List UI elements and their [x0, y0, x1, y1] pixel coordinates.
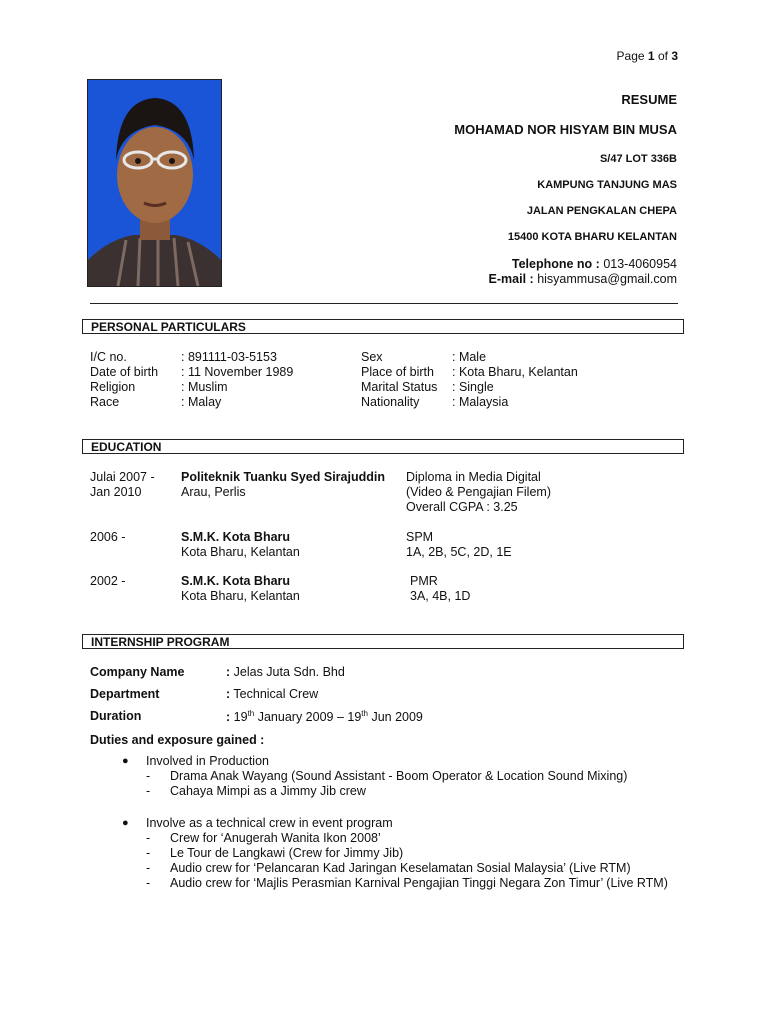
department-row: : Technical Crew	[226, 687, 319, 701]
page-total: 3	[671, 49, 678, 63]
duty-1-item-2: Cahaya Mimpi as a Jimmy Jib crew	[170, 784, 366, 798]
edu-2-school	[181, 530, 300, 560]
personal-right-values	[452, 350, 578, 410]
duty-1-item-1: Drama Anak Wayang (Sound Assistant - Boom Operator & Location Sound Mixing)	[170, 769, 628, 783]
dash-icon: -	[146, 876, 151, 890]
dob-value: : 11 November 1989	[181, 365, 294, 379]
edu-3-school-name: S.M.K. Kota Bharu	[181, 574, 291, 588]
bullet-icon: ●	[122, 817, 129, 829]
dash-icon: -	[146, 769, 151, 783]
dob-label: Date of birth	[90, 365, 159, 379]
ic-label: I/C no.	[90, 350, 127, 364]
edu-3-period-start: 2002 -	[90, 574, 126, 588]
email-label: E-mail :	[488, 272, 534, 286]
internship-heading: INTERNSHIP PROGRAM	[82, 634, 684, 649]
edu-1-result	[406, 470, 551, 515]
email-row	[489, 272, 677, 286]
edu-2-result	[406, 530, 512, 560]
marital-value: : Single	[452, 380, 494, 394]
ic-value: : 891111-03-5153	[181, 350, 277, 364]
race-value: : Malay	[181, 395, 222, 409]
duration-end-day: 19	[347, 710, 362, 725]
duration-start-sup: th	[247, 709, 255, 718]
duration-end-rest: Jun 2009	[371, 710, 423, 725]
duty-2-item-3: Audio crew for ‘Pelancaran Kad Jaringan Keselamatan Sosial Malaysia’ (Live RTM)	[170, 861, 631, 875]
marital-label: Marital Status	[361, 380, 438, 394]
duration-start-day: 19	[233, 710, 248, 725]
personal-left-labels	[90, 350, 158, 410]
edu-1-school	[181, 470, 385, 500]
personal-particulars-heading: PERSONAL PARTICULARS	[82, 319, 684, 334]
edu-3-period	[90, 574, 125, 589]
pob-value: : Kota Bharu, Kelantan	[452, 365, 578, 379]
edu-1-result-2: (Video & Pengajian Filem)	[406, 485, 551, 499]
telephone-value: 013-4060954	[603, 257, 677, 271]
candidate-name: MOHAMAD NOR HISYAM BIN MUSA	[454, 122, 677, 137]
profile-photo	[87, 79, 222, 287]
edu-1-result-1: Diploma in Media Digital	[406, 470, 541, 484]
bullet-icon: ●	[122, 755, 129, 767]
telephone-row	[512, 257, 677, 271]
duty-2-item-4: Audio crew for ‘Majlis Perasmian Karnival Pengajian Tinggi Negara Zon Timur’ (Live RTM)	[170, 876, 668, 890]
address-line-4: 15400 KOTA BHARU KELANTAN	[507, 231, 677, 243]
page-of: of	[657, 49, 668, 63]
edu-1-period	[90, 470, 155, 500]
resume-title: RESUME	[621, 92, 677, 107]
telephone-label: Telephone no :	[511, 257, 600, 271]
religion-label: Religion	[90, 380, 136, 394]
edu-3-school	[181, 574, 300, 604]
address-line-2: KAMPUNG TANJUNG MAS	[537, 179, 677, 191]
edu-2-period-start: 2006 -	[90, 530, 126, 544]
duty-2-item-2: Le Tour de Langkawi (Crew for Jimmy Jib)	[170, 846, 404, 860]
department-label: Department	[90, 687, 160, 701]
duty-2-title: Involve as a technical crew in event program	[146, 816, 393, 830]
edu-3-location: Kota Bharu, Kelantan	[181, 589, 300, 603]
sex-value: : Male	[452, 350, 487, 364]
dash-icon: -	[146, 846, 151, 860]
religion-value: : Muslim	[181, 380, 228, 394]
personal-left-values	[181, 350, 293, 410]
edu-3-result-2: 3A, 4B, 1D	[410, 589, 471, 603]
dash-icon: -	[146, 831, 151, 845]
duration-start-rest: January 2009 –	[257, 710, 348, 725]
dash-icon: -	[146, 861, 151, 875]
page-label: Page	[616, 49, 645, 63]
duty-2-item-1: Crew for ‘Anugerah Wanita Ikon 2008’	[170, 831, 381, 845]
edu-2-result-1: SPM	[406, 530, 434, 544]
page-current: 1	[647, 49, 655, 63]
address-line-1: S/47 LOT 336B	[599, 153, 677, 165]
dash-icon: -	[146, 784, 151, 798]
edu-1-result-3: Overall CGPA : 3.25	[406, 500, 518, 514]
email-value: hisyammusa@gmail.com	[537, 272, 677, 286]
nationality-label: Nationality	[361, 395, 420, 409]
company-row: : Jelas Juta Sdn. Bhd	[226, 665, 345, 679]
edu-1-location: Arau, Perlis	[181, 485, 246, 499]
edu-2-school-name: S.M.K. Kota Bharu	[181, 530, 291, 544]
duration-label: Duration	[90, 709, 142, 723]
duration-row: : 19th January 2009 – 19th Jun 2009	[226, 709, 423, 725]
edu-1-period-start: Julai 2007 -	[90, 470, 155, 484]
edu-2-result-2: 1A, 2B, 5C, 2D, 1E	[406, 545, 512, 559]
edu-3-result-1: PMR	[410, 574, 438, 588]
race-label: Race	[90, 395, 120, 409]
edu-1-period-end: Jan 2010	[90, 485, 142, 499]
nationality-value: : Malaysia	[452, 395, 509, 409]
header-divider	[90, 303, 678, 304]
edu-2-period	[90, 530, 125, 545]
personal-right-labels	[361, 350, 437, 410]
company-value: Jelas Juta Sdn. Bhd	[233, 665, 345, 679]
duty-1-title: Involved in Production	[146, 754, 269, 768]
duration-end-sup: th	[361, 709, 368, 718]
edu-3-result	[410, 574, 470, 604]
sex-label: Sex	[361, 350, 383, 364]
edu-1-school-name: Politeknik Tuanku Syed Sirajuddin	[181, 470, 385, 484]
edu-2-location: Kota Bharu, Kelantan	[181, 545, 300, 559]
duties-heading: Duties and exposure gained :	[90, 733, 265, 747]
education-heading: EDUCATION	[82, 439, 684, 454]
company-label: Company Name	[90, 665, 185, 679]
page-number	[617, 49, 678, 63]
address-line-3: JALAN PENGKALAN CHEPA	[526, 205, 677, 217]
portrait-image	[88, 80, 221, 286]
pob-label: Place of birth	[361, 365, 434, 379]
department-value: Technical Crew	[233, 687, 319, 701]
